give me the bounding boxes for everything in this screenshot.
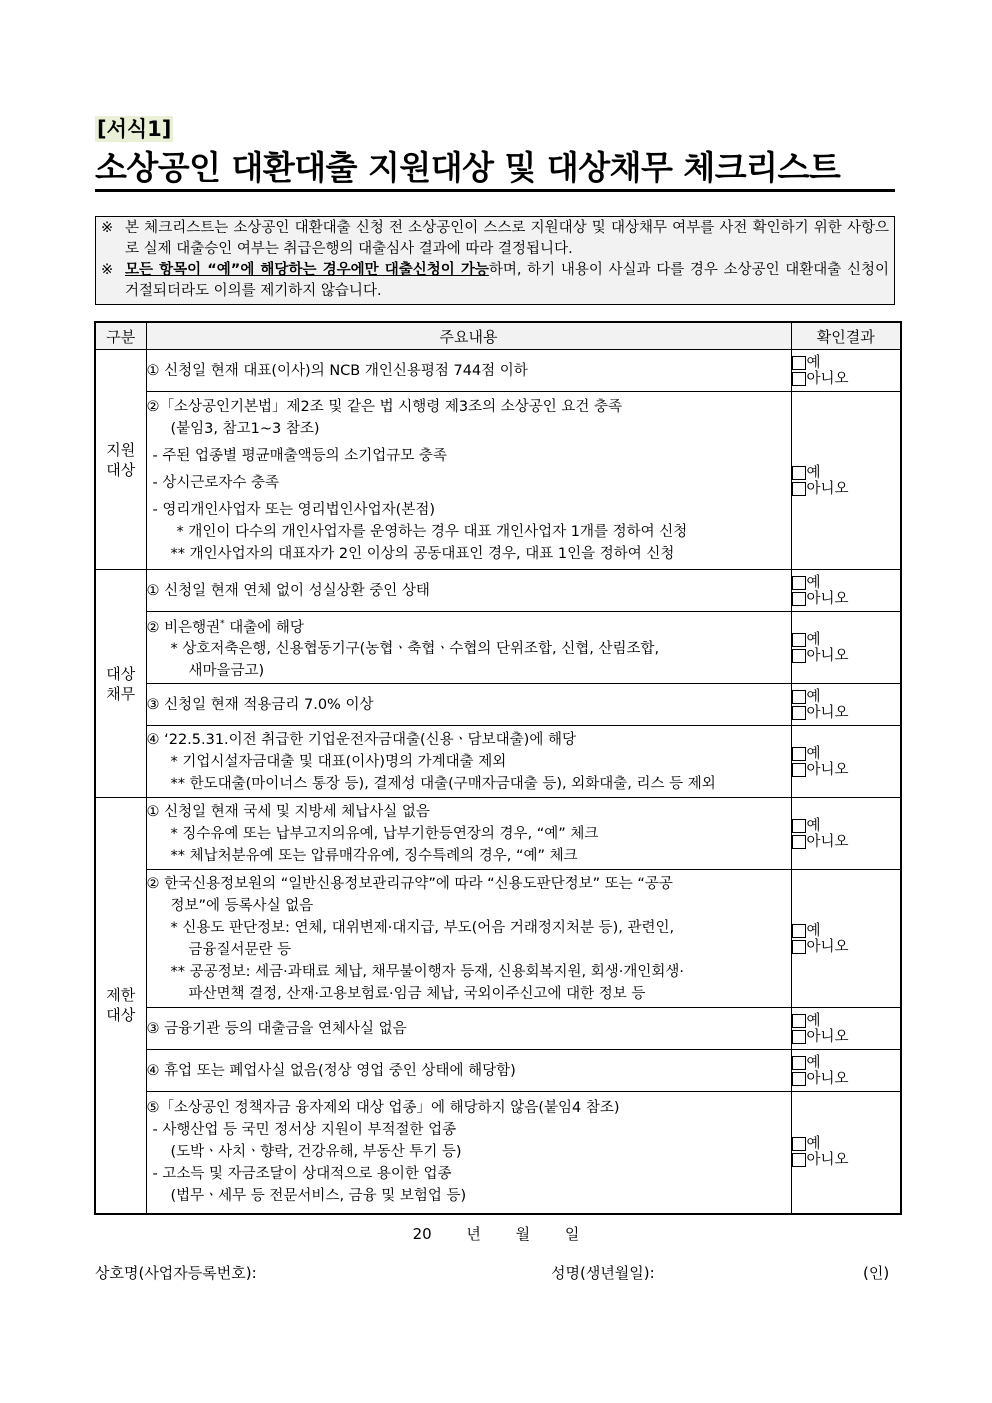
item-text: ③ 신청일 현재 적용금리 7.0% 이상: [146, 696, 374, 713]
signature-date[interactable]: 20 년 월 일: [412, 1225, 580, 1243]
header-category: 구분: [95, 322, 146, 350]
checklist-table: [94, 321, 902, 1215]
table-row: [95, 684, 901, 726]
page-title: 소상공인 대환대출 지원대상 및 대상채무 체크리스트: [95, 147, 895, 192]
no-label: 아니오: [806, 1070, 849, 1087]
company-name-field[interactable]: 상호명(사업자등록번호):: [95, 1264, 257, 1282]
no-label: 아니오: [806, 480, 849, 497]
yes-option[interactable]: [792, 818, 901, 834]
yes-label: 예: [806, 745, 821, 762]
result-cell: [791, 1008, 901, 1050]
item-note: ** 개인사업자의 대표자가 2인 이상의 공동대표인 경우, 대표 1인을 정하여 신청: [170, 546, 675, 562]
notice-line-2: [101, 260, 889, 302]
seal-mark: (인): [863, 1264, 890, 1282]
yes-label: 예: [806, 1136, 821, 1153]
item-text-part: ② 비은행권: [146, 619, 221, 636]
checkbox-icon[interactable]: [792, 1056, 806, 1070]
item-text: 정보”에 등록사실 없음: [170, 897, 314, 914]
category-text: 제한: [106, 986, 136, 1005]
category-text: 지원: [106, 440, 136, 459]
table-row: [95, 350, 901, 392]
yes-option[interactable]: [792, 746, 901, 762]
header-result: 확인결과: [791, 322, 901, 350]
checkbox-icon[interactable]: [792, 592, 806, 606]
item-text: ④ ‘22.5.31.이전 취급한 기업운전자금대출(신용ㆍ담보대출)에 해당: [146, 731, 576, 748]
no-label: 아니오: [806, 938, 849, 955]
result-cell: [791, 684, 901, 726]
checkbox-icon[interactable]: [792, 1030, 806, 1044]
no-option[interactable]: [792, 481, 901, 497]
notice-line-1: [101, 218, 889, 260]
yes-option[interactable]: [792, 689, 901, 705]
item-note: ** 체납처분유예 또는 압류매각유예, 징수특례의 경우, “예” 체크: [170, 847, 578, 864]
applicant-name-field[interactable]: 성명(생년월일):: [551, 1264, 655, 1282]
result-cell: [791, 798, 901, 870]
item-text: (붙임3, 참고1~3 참조): [170, 421, 320, 437]
category-text: 대상: [106, 1006, 136, 1025]
no-option[interactable]: [792, 591, 901, 607]
item-content: [146, 798, 791, 870]
notice-text-2: [125, 260, 889, 302]
checkbox-icon[interactable]: [792, 576, 806, 590]
no-label: 아니오: [806, 1028, 849, 1045]
checkbox-icon[interactable]: [792, 356, 806, 370]
no-option[interactable]: [792, 1029, 901, 1045]
category-text: 대상: [106, 460, 136, 479]
item-text: ②「소상공인기본법」제2조 및 같은 법 시행령 제3조의 소상공인 요건 충족: [146, 399, 623, 415]
table-row: [95, 612, 901, 684]
yes-option[interactable]: [792, 465, 901, 481]
no-option[interactable]: [792, 762, 901, 778]
checkbox-icon[interactable]: [792, 690, 806, 704]
no-option[interactable]: [792, 834, 901, 850]
notice-text-2-rest: 하며, 하기 내용이 사실과 다를 경우 소상공인 대환대출 신청이 거절되더라도 이의를 제기하지 않습니다.: [125, 262, 889, 299]
no-label: 아니오: [806, 590, 849, 607]
item-content: [146, 870, 791, 1008]
yes-label: 예: [806, 688, 821, 705]
result-cell: [791, 1092, 901, 1214]
item-note: 새마을금고): [188, 663, 265, 680]
yes-option[interactable]: [792, 1055, 901, 1071]
reference-mark: ※: [101, 220, 114, 236]
category-text: 채무: [106, 684, 136, 703]
checkbox-icon[interactable]: [792, 466, 806, 480]
item-text-part: 대출에 해당: [224, 619, 304, 636]
no-option[interactable]: [792, 371, 901, 387]
yes-label: 예: [806, 574, 821, 591]
checkbox-icon[interactable]: [792, 633, 806, 647]
checkbox-icon[interactable]: [792, 1072, 806, 1086]
header-row: [95, 322, 901, 350]
item-content: [146, 726, 791, 798]
yes-option[interactable]: [792, 923, 901, 939]
item-text: - 주된 업종별 평균매출액등의 소기업규모 충족: [152, 448, 447, 464]
no-option[interactable]: [792, 648, 901, 664]
checkbox-icon[interactable]: [792, 819, 806, 833]
checkbox-icon[interactable]: [792, 924, 806, 938]
yes-option[interactable]: [792, 1013, 901, 1029]
item-content: [146, 684, 791, 726]
checkbox-icon[interactable]: [792, 940, 806, 954]
item-note: 파산면책 결정, 산재·고용보험료·임금 체납, 국외이주신고에 대한 정보 등: [188, 985, 646, 1002]
no-label: 아니오: [806, 833, 849, 850]
table-row: [95, 798, 901, 870]
reference-mark: ※: [101, 262, 114, 278]
item-note: * 징수유예 또는 납부고지의유예, 납부기한등연장의 경우, “예” 체크: [170, 825, 599, 842]
header-content: 주요내용: [146, 322, 791, 350]
category-support-target: [95, 350, 146, 570]
yes-label: 예: [806, 1012, 821, 1029]
item-note: * 개인이 다수의 개인사업자를 운영하는 경우 대표 개인사업자 1개를 정하여 신청: [176, 524, 688, 540]
item-note: * 상호저축은행, 신용협동기구(농협ㆍ축협ㆍ수협의 단위조합, 신협, 산림조합,: [170, 641, 660, 658]
item-text: ③ 금융기관 등의 대출금을 연체사실 없음: [146, 1020, 407, 1037]
checkbox-icon[interactable]: [792, 372, 806, 386]
table-row: [95, 570, 901, 612]
item-note: * 신용도 판단정보: 연체, 대위변제·대지급, 부도(어음 거래정지처분 등), 관련인,: [170, 919, 675, 936]
yes-option[interactable]: [792, 575, 901, 591]
yes-label: 예: [806, 631, 821, 648]
item-content: [146, 1050, 791, 1092]
checkbox-icon[interactable]: [792, 1153, 806, 1167]
item-content: [146, 1008, 791, 1050]
table-row: [95, 1092, 901, 1214]
item-content: [146, 350, 791, 392]
checkbox-icon[interactable]: [792, 747, 806, 761]
category-target-debt: [95, 570, 146, 798]
no-label: 아니오: [806, 761, 849, 778]
item-note: (법무ㆍ세무 등 전문서비스, 금융 및 보험업 등): [170, 1188, 467, 1205]
item-text: - 사행산업 등 국민 정서상 지원이 부적절한 업종: [152, 1122, 457, 1139]
footnote-mark: *: [220, 618, 225, 629]
no-label: 아니오: [806, 1152, 849, 1169]
item-content: [146, 570, 791, 612]
item-text: ① 신청일 현재 대표(이사)의 NCB 개인신용평점 744점 이하: [146, 362, 528, 379]
no-option[interactable]: [792, 1152, 901, 1168]
item-content: [146, 612, 791, 684]
yes-label: 예: [806, 1054, 821, 1071]
yes-option[interactable]: [792, 355, 901, 371]
item-text: ① 신청일 현재 연체 없이 성실상환 중인 상태: [146, 582, 430, 599]
item-text: - 고소득 및 자금조달이 상대적으로 용이한 업종: [152, 1166, 452, 1183]
category-restricted-target: [95, 798, 146, 1214]
item-text: ④ 휴업 또는 폐업사실 없음(정상 영업 중인 상태에 해당함): [146, 1062, 516, 1079]
result-cell: [791, 1050, 901, 1092]
item-content: [146, 392, 791, 570]
item-note: * 기업시설자금대출 및 대표(이사)명의 가계대출 제외: [170, 753, 507, 770]
yes-label: 예: [806, 354, 821, 371]
result-cell: [791, 392, 901, 570]
form-tag: [서식1]: [97, 117, 172, 141]
checkbox-icon[interactable]: [792, 706, 806, 720]
result-cell: [791, 350, 901, 392]
checkbox-icon[interactable]: [792, 835, 806, 849]
no-label: 아니오: [806, 370, 849, 387]
table-row: [95, 1008, 901, 1050]
result-cell: [791, 870, 901, 1008]
notice-text-1: 본 체크리스트는 소상공인 대환대출 신청 전 소상공인이 스스로 지원대상 및 대상채무 여부를 사전 확인하기 위한 사항으로 실제 대출승인 여부는 취급은행의 대출심사 결과에 따라 결정됩니다.: [125, 220, 889, 257]
result-cell: [791, 570, 901, 612]
checkbox-icon[interactable]: [792, 1137, 806, 1151]
no-option[interactable]: [792, 1071, 901, 1087]
item-text: - 상시근로자수 충족: [152, 475, 280, 491]
result-cell: [791, 726, 901, 798]
item-note: ** 한도대출(마이너스 통장 등), 결제성 대출(구매자금대출 등), 외화대출, 리스 등 제외: [170, 775, 716, 792]
checkbox-icon[interactable]: [792, 649, 806, 663]
category-text: 대상: [106, 664, 136, 683]
table-row: [95, 392, 901, 570]
item-text: ① 신청일 현재 국세 및 지방세 체납사실 없음: [146, 803, 430, 820]
item-text: [147, 613, 791, 639]
yes-label: 예: [806, 922, 821, 939]
item-text: ② 한국신용정보원의 “일반신용정보관리규약”에 따라 “신용도판단정보” 또는 “공공: [146, 875, 673, 892]
item-note: 금융질서문란 등: [188, 941, 292, 958]
yes-label: 예: [806, 817, 821, 834]
no-option[interactable]: [792, 705, 901, 721]
no-label: 아니오: [806, 704, 849, 721]
item-text: ⑤「소상공인 정책자금 융자제외 대상 업종」에 해당하지 않음(붙임4 참조): [146, 1100, 620, 1117]
yes-label: 예: [806, 464, 821, 481]
result-cell: [791, 612, 901, 684]
checkbox-icon[interactable]: [792, 482, 806, 496]
notice-emphasis: 모든 항목이 “예”에 해당하는 경우에만 대출신청이 가능: [125, 262, 489, 278]
table-row: [95, 1050, 901, 1092]
table-row: [95, 726, 901, 798]
checkbox-icon[interactable]: [792, 1014, 806, 1028]
yes-option[interactable]: [792, 632, 901, 648]
item-note: ** 공공정보: 세금·과태료 체납, 채무불이행자 등재, 신용회복지원, 회생·개인회생·: [170, 963, 685, 980]
yes-option[interactable]: [792, 1136, 901, 1152]
no-label: 아니오: [806, 647, 849, 664]
no-option[interactable]: [792, 939, 901, 955]
item-note: (도박ㆍ사치ㆍ향락, 건강유해, 부동산 투기 등): [170, 1144, 462, 1161]
item-content: [146, 1092, 791, 1214]
notice-box: [95, 216, 895, 305]
table-row: [95, 870, 901, 1008]
item-text: - 영리개인사업자 또는 영리법인사업자(본점): [152, 502, 435, 518]
checkbox-icon[interactable]: [792, 763, 806, 777]
